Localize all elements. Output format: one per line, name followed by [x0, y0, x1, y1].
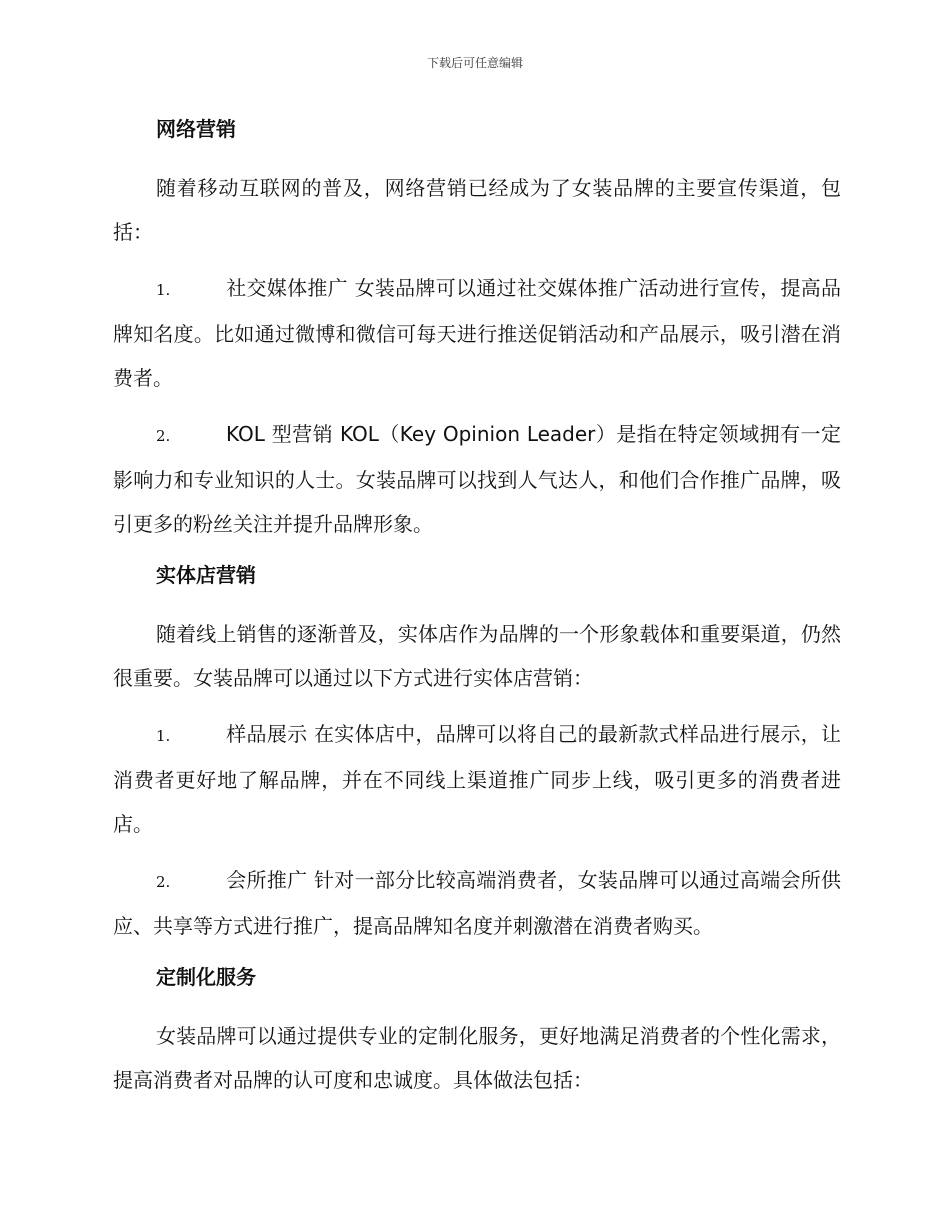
section-heading: 实体店营销 — [156, 563, 256, 587]
section-heading: 定制化服务 — [156, 965, 256, 989]
document-body — [113, 112, 841, 1114]
section-online-marketing — [113, 112, 841, 546]
list-number: 1. — [156, 281, 171, 299]
section-intro: 随着移动互联网的普及，网络营销已经成为了女装品牌的主要宣传渠道，包括： — [113, 176, 841, 244]
list-number: 2. — [156, 873, 171, 891]
section-store-marketing — [113, 558, 841, 948]
list-number: 2. — [156, 427, 171, 445]
section-intro: 女装品牌可以通过提供专业的定制化服务，更好地满足消费者的个性化需求，提高消费者对品牌的认可度和忠诚度。具体做法包括： — [113, 1024, 841, 1092]
section-intro: 随着线上销售的逐渐普及，实体店作为品牌的一个形象载体和重要渠道，仍然很重要。女装品牌可以通过以下方式进行实体店营销： — [113, 622, 841, 690]
list-item — [113, 858, 841, 948]
section-custom-service — [113, 960, 841, 1102]
list-item — [113, 712, 841, 846]
list-text: 社交媒体推广 女装品牌可以通过社交媒体推广活动进行宣传，提高品牌知名度。比如通过微博和微信可每天进行推送促销活动和产品展示，吸引潜在消费者。 — [113, 276, 841, 390]
list-item — [113, 412, 841, 546]
list-text: 会所推广 针对一部分比较高端消费者，女装品牌可以通过高端会所供应、共享等方式进行推广，提高品牌知名度并刺激潜在消费者购买。 — [113, 868, 841, 938]
header-note: 下载后可任意编辑 — [426, 56, 523, 70]
section-heading: 网络营销 — [156, 117, 236, 141]
list-item — [113, 266, 841, 400]
list-number: 1. — [156, 727, 171, 745]
list-text: 样品展示 在实体店中，品牌可以将自己的最新款式样品进行展示，让消费者更好地了解品牌，并在不同线上渠道推广同步上线，吸引更多的消费者进店。 — [113, 722, 841, 836]
list-text: KOL 型营销 KOL（Key Opinion Leader）是指在特定领域拥有一定影响力和专业知识的人士。女装品牌可以找到人气达人，和他们合作推广品牌，吸引更多的粉丝关注并提升品牌形象。 — [113, 422, 841, 536]
